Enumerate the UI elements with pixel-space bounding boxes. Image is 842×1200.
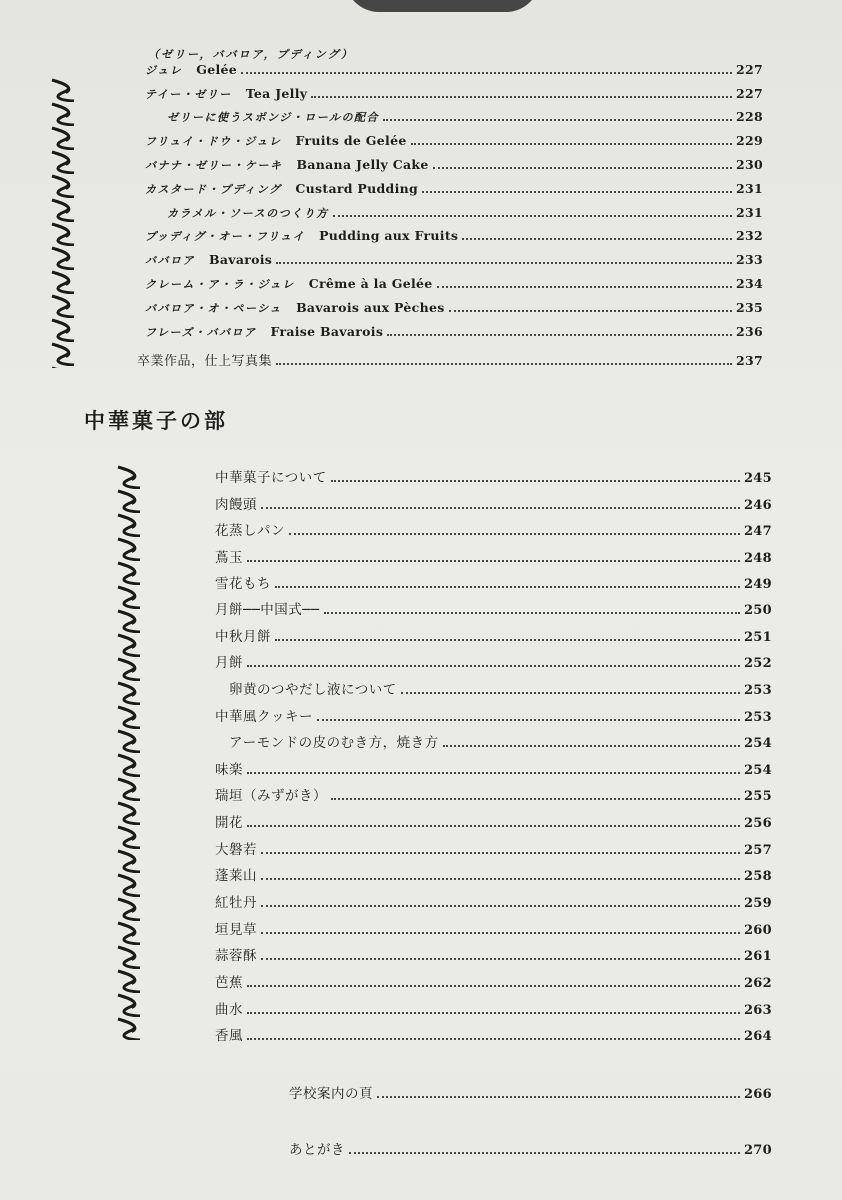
toc-entry[interactable] xyxy=(137,350,763,369)
entry-title-en: Tea Jelly xyxy=(245,86,308,101)
page-number: 264 xyxy=(743,1029,772,1044)
page-number: 250 xyxy=(743,603,772,618)
page-number: 246 xyxy=(743,498,772,513)
page-number: 258 xyxy=(743,869,772,884)
dot-leader xyxy=(443,745,740,747)
entry-title-ja: 学校案内の頁 xyxy=(289,1086,373,1102)
dot-leader xyxy=(247,772,740,774)
toc-entry[interactable] xyxy=(215,944,772,964)
toc-entry[interactable] xyxy=(215,625,772,645)
toc-entry[interactable] xyxy=(215,466,772,486)
entry-title-ja: フレーズ・ババロア xyxy=(145,326,257,339)
entry-title-ja: 蒜蓉酥 xyxy=(215,948,257,964)
toc-entry[interactable] xyxy=(145,133,763,149)
dot-leader xyxy=(462,238,732,240)
page-number: 255 xyxy=(743,789,772,804)
page-number: 253 xyxy=(743,683,772,698)
page-number: 261 xyxy=(743,949,772,964)
page-number: 230 xyxy=(736,157,763,172)
page-number: 251 xyxy=(743,630,772,645)
dot-leader xyxy=(247,665,740,667)
toc-entry[interactable] xyxy=(145,252,763,268)
entry-title-ja: 瑞垣（みずがき） xyxy=(215,788,327,804)
toc-entry[interactable] xyxy=(215,891,772,911)
dot-leader xyxy=(247,560,740,562)
page-number: 234 xyxy=(736,276,763,291)
dot-leader xyxy=(349,1152,740,1154)
page-number: 236 xyxy=(736,324,763,339)
entry-title-ja: 卵黄のつやだし液について xyxy=(229,682,397,698)
toc-entry[interactable] xyxy=(145,181,763,197)
dot-leader xyxy=(247,1012,740,1014)
toc-entry[interactable] xyxy=(167,205,763,221)
decorative-border-ornament xyxy=(44,78,84,368)
entry-title-ja: 雪花もち xyxy=(215,576,271,592)
entry-title-ja: 紅牡丹 xyxy=(215,895,257,911)
entry-title-en: Crême à la Gelée xyxy=(308,276,433,291)
page-number: 253 xyxy=(743,710,772,725)
entry-title-ja: 大磐若 xyxy=(215,842,257,858)
entry-title-en: Fraise Bavarois xyxy=(270,324,384,339)
dot-leader xyxy=(433,167,732,169)
entry-title-ja: テイー・ゼリー xyxy=(145,88,232,101)
page-number: 252 xyxy=(743,656,772,671)
entry-title-ja: 開花 xyxy=(215,815,243,831)
entry-title-ja: ババロア xyxy=(145,254,195,267)
page-number: 254 xyxy=(743,736,772,751)
toc-entry[interactable] xyxy=(145,324,763,340)
entry-title-ja: あとがき xyxy=(289,1142,345,1158)
page-number: 245 xyxy=(743,471,772,486)
dot-leader xyxy=(247,985,740,987)
page-number: 260 xyxy=(743,923,772,938)
page-number: 257 xyxy=(743,843,772,858)
dot-leader xyxy=(449,310,732,312)
entry-title-en: Fruits de Gelée xyxy=(295,133,407,148)
entry-title-ja: カラメル・ソースのつくり方 xyxy=(167,207,329,220)
dot-leader xyxy=(411,143,732,145)
toc-entry[interactable] xyxy=(215,651,772,671)
entry-title-ja: フリュイ・ドウ・ジュレ xyxy=(145,135,282,148)
dot-leader xyxy=(261,958,740,960)
entry-title-ja: ババロア・オ・ペーシュ xyxy=(145,302,283,315)
entry-title-ja: 芭蕉 xyxy=(215,975,243,991)
entry-title-en: Bavarois aux Pèches xyxy=(296,300,445,315)
entry-title-ja: ゼリーに使うスポンジ・ロールの配合 xyxy=(167,111,380,124)
page-number: 231 xyxy=(736,205,763,220)
toc-entry[interactable] xyxy=(145,228,763,244)
toc-entry[interactable] xyxy=(215,811,772,831)
page-number: 266 xyxy=(743,1087,772,1102)
page-number: 237 xyxy=(736,353,763,368)
dot-leader xyxy=(401,692,740,694)
entry-title-ja: 香風 xyxy=(215,1028,243,1044)
page-number: 256 xyxy=(743,816,772,831)
toc-entry[interactable] xyxy=(215,705,772,725)
entry-title-ja: 花蒸しパン xyxy=(215,523,285,539)
toc-entry[interactable] xyxy=(215,546,772,566)
dot-leader xyxy=(331,480,740,482)
toc-entry[interactable] xyxy=(215,572,772,592)
toc-entry[interactable] xyxy=(215,918,772,938)
toc-entry[interactable] xyxy=(215,758,772,778)
dot-leader xyxy=(247,825,740,827)
toc-entry[interactable] xyxy=(229,731,772,751)
entry-title-ja: クレーム・ア・ラ・ジュレ xyxy=(145,278,295,291)
entry-title-ja: 月餅 xyxy=(215,655,243,671)
page-number: 228 xyxy=(736,109,763,124)
entry-title-ja: アーモンドの皮のむき方，焼き方 xyxy=(229,735,439,751)
toc-entry[interactable] xyxy=(145,62,763,78)
toc-entry[interactable] xyxy=(289,1082,772,1102)
dot-leader xyxy=(261,852,740,854)
dot-leader xyxy=(422,191,732,193)
page-number: 262 xyxy=(743,976,772,991)
entry-title-en: Custard Pudding xyxy=(295,181,419,196)
dot-leader xyxy=(276,363,732,365)
entry-title-en: Gelée xyxy=(196,62,238,77)
decorative-border-ornament xyxy=(110,465,150,1040)
dot-leader xyxy=(387,334,732,336)
toc-entry[interactable] xyxy=(215,864,772,884)
entry-title-ja: 肉饅頭 xyxy=(215,497,257,513)
toc-entry[interactable] xyxy=(215,998,772,1018)
entry-title-ja: 中秋月餅 xyxy=(215,629,271,645)
entry-title-ja: 味楽 xyxy=(215,762,243,778)
toc-entry[interactable] xyxy=(145,157,763,173)
toc-entry[interactable] xyxy=(145,300,763,316)
dot-leader xyxy=(276,262,732,264)
dot-leader xyxy=(261,878,740,880)
page-number: 231 xyxy=(736,181,763,196)
page-number: 259 xyxy=(743,896,772,911)
page-number: 247 xyxy=(743,524,772,539)
entry-title-ja: バナナ・ゼリー・ケーキ xyxy=(145,159,283,172)
toc-entry[interactable] xyxy=(215,1024,772,1044)
binding-shadow xyxy=(345,0,540,12)
dot-leader xyxy=(247,1038,740,1040)
dot-leader xyxy=(289,533,740,535)
page-number: 229 xyxy=(736,133,763,148)
toc-entry[interactable] xyxy=(215,493,772,513)
section-title: 中華菓子の部 xyxy=(84,409,228,433)
entry-title-ja: 中華風クッキー xyxy=(215,709,313,725)
entry-title-ja: 曲水 xyxy=(215,1002,243,1018)
dot-leader xyxy=(311,96,732,98)
toc-entry[interactable] xyxy=(229,678,772,698)
dot-leader xyxy=(377,1096,740,1098)
toc-entry[interactable] xyxy=(215,838,772,858)
page-number: 227 xyxy=(736,62,763,77)
entry-title-en: Banana Jelly Cake xyxy=(296,157,429,172)
entry-title-ja: 蓬莱山 xyxy=(215,868,257,884)
dot-leader xyxy=(261,932,740,934)
entry-title-en: Pudding aux Fruits xyxy=(319,228,459,243)
entry-title-ja: 月餅──中国式── xyxy=(215,602,320,618)
page-number: 254 xyxy=(743,763,772,778)
toc-entry[interactable] xyxy=(215,784,772,804)
entry-title-ja: ジュレ xyxy=(145,64,183,77)
toc-entry[interactable] xyxy=(215,519,772,539)
toc-entry[interactable] xyxy=(289,1138,772,1158)
toc-entry[interactable] xyxy=(167,109,763,125)
entry-title-ja: プッディグ・オー・フリュイ xyxy=(145,230,306,243)
page-number: 233 xyxy=(736,252,763,267)
page-number: 249 xyxy=(743,577,772,592)
page-number: 235 xyxy=(736,300,763,315)
page-number: 232 xyxy=(736,228,763,243)
entry-title-ja: 中華菓子について xyxy=(215,470,327,486)
page-number: 263 xyxy=(743,1003,772,1018)
toc-entry[interactable] xyxy=(145,86,763,102)
dot-leader xyxy=(317,719,740,721)
page-number: 248 xyxy=(743,551,772,566)
entry-title-ja: カスタード・プディング xyxy=(145,183,282,196)
entry-title-ja: 卒業作品，仕上写真集 xyxy=(137,354,273,369)
dot-leader xyxy=(333,215,732,217)
dot-leader xyxy=(331,798,740,800)
entry-title-ja: 垣見草 xyxy=(215,922,257,938)
dot-leader xyxy=(241,72,732,74)
page-number: 227 xyxy=(736,86,763,101)
entry-title-ja: 蔦玉 xyxy=(215,550,243,566)
dot-leader xyxy=(324,612,740,614)
dot-leader xyxy=(261,507,740,509)
dot-leader xyxy=(383,119,732,121)
toc-entry[interactable] xyxy=(215,971,772,991)
toc-entry[interactable] xyxy=(215,598,772,618)
dot-leader xyxy=(275,639,740,641)
dot-leader xyxy=(275,586,740,588)
subsection-heading: （ゼリー，ババロア，プディング） xyxy=(148,48,354,61)
toc-entry[interactable] xyxy=(145,276,763,292)
page-number: 270 xyxy=(743,1143,772,1158)
entry-title-en: Bavarois xyxy=(209,252,273,267)
dot-leader xyxy=(261,905,740,907)
dot-leader xyxy=(437,286,732,288)
